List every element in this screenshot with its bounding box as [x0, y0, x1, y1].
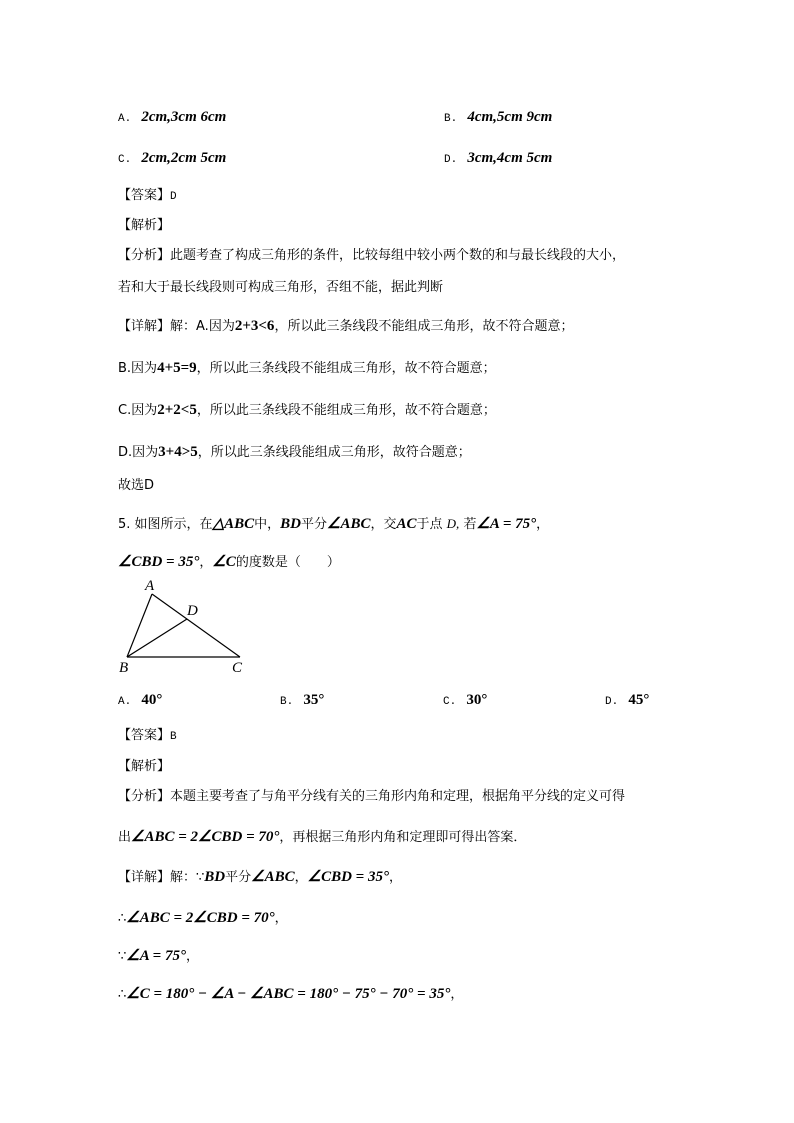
math: ∠C = 180° − ∠A − ∠ABC = 180° − 75° − 70° = 35° [126, 986, 451, 1002]
option-value: 2cm,3cm 6cm [141, 109, 227, 125]
detail-expr: 3+4>5 [158, 444, 198, 460]
q4-fenxi-line2: 若和大于最长线段则可构成三角形，否组不能，据此判断 [118, 280, 444, 295]
math: BD [204, 869, 226, 885]
math: D, [446, 516, 460, 531]
math: ∠C [212, 554, 236, 570]
detail-text: 解：∵ [170, 870, 205, 885]
option-value: 2cm,2cm 5cm [141, 150, 227, 166]
q5-question-line1 [118, 514, 549, 535]
option-label: B. [444, 113, 458, 125]
question-text: ， [199, 555, 213, 570]
q4-detail-a [118, 316, 573, 337]
fenxi-tag: 【分析】 [118, 248, 171, 263]
q5-option-c [443, 690, 487, 712]
answer-tag: 【答案】 [118, 728, 171, 743]
vertex-label-b: B [119, 660, 129, 674]
triangle-figure [115, 578, 255, 674]
q5-fenxi-line2 [118, 827, 526, 848]
detail-suffix: ，所以此三条线段不能组成三角形，故不符合题意； [196, 361, 496, 376]
question-text: 的度数是（ ） [235, 555, 340, 570]
q5-option-d [605, 690, 649, 712]
therefore-symbol: ∴ [118, 911, 127, 926]
answer-value: B [170, 731, 177, 743]
fenxi-text: 本题主要考查了与角平分线有关的三角形内角和定理，根据角平分线的定义可得 [170, 789, 626, 804]
therefore-symbol: ∴ [118, 987, 127, 1002]
option-value: 35° [303, 692, 325, 708]
math: ∠ABC [327, 516, 371, 532]
math: BD [280, 516, 301, 532]
q5-detail-line3 [118, 946, 199, 967]
detail-prefix: D.因为 [118, 445, 159, 460]
question-number: 5. [118, 517, 131, 532]
math: ∠ABC [251, 869, 295, 885]
math: ∠A = 75° [476, 516, 537, 532]
question-text: 若 [463, 517, 477, 532]
detail-text: ， [185, 949, 199, 964]
q4-detail-c [118, 400, 496, 421]
math: ∠CBD = 35° [307, 869, 389, 885]
q5-detail-line1 [118, 867, 402, 888]
fenxi-tag: 【分析】 [118, 789, 171, 804]
detail-text: ， [388, 870, 402, 885]
because-symbol: ∵ [118, 949, 127, 964]
option-label: B. [280, 696, 294, 708]
answer-value: D [170, 191, 177, 203]
math: ∠ABC = 2∠CBD = 70° [131, 829, 280, 845]
vertex-label-a: A [145, 578, 155, 594]
fenxi-text: ，再根据三角形内角和定理即可得出答案． [279, 830, 527, 845]
detail-text: ， [274, 911, 288, 926]
detail-tag: 【详解】 [118, 319, 171, 334]
detail-text: ， [294, 870, 308, 885]
option-label: C. [118, 154, 132, 166]
option-label: D. [605, 696, 619, 708]
option-value: 30° [466, 692, 488, 708]
detail-expr: 4+5=9 [157, 360, 197, 376]
option-value: 40° [141, 692, 163, 708]
detail-suffix: ，所以此三条线段不能组成三角形，故不符合题意； [274, 319, 574, 334]
math: ∠ABC = 2∠CBD = 70° [126, 910, 275, 926]
q4-option-d [444, 148, 552, 170]
q4-fenxi-line1 [118, 246, 625, 266]
question-text: ，交 [370, 517, 397, 532]
math: ∠A = 75° [126, 948, 186, 964]
detail-suffix: ，所以此三条线段能组成三角形，故符合题意； [197, 445, 471, 460]
detail-prefix: 解：A.因为 [170, 319, 235, 334]
q5-detail-line2 [118, 908, 288, 929]
detail-tag: 【详解】 [118, 870, 171, 885]
q4-jiexi: 【解析】 [118, 218, 171, 233]
vertex-label-d: D [187, 603, 198, 619]
q4-answer [118, 186, 177, 207]
q5-detail-line4 [118, 984, 463, 1005]
question-text: ， [536, 517, 550, 532]
question-text: 如图所示，在 [134, 517, 213, 532]
detail-expr: 2+3<6 [234, 318, 275, 334]
q5-option-b [280, 690, 324, 712]
detail-prefix: B.因为 [118, 361, 158, 376]
vertex-label-c: C [232, 660, 243, 674]
option-label: D. [444, 154, 458, 166]
detail-text: 平分 [225, 870, 252, 885]
detail-expr: 2+2<5 [157, 402, 197, 418]
option-value: 45° [628, 692, 650, 708]
option-label: A. [118, 696, 132, 708]
option-label: A. [118, 113, 132, 125]
math: △ABC [212, 516, 255, 532]
math: AC [396, 516, 417, 532]
detail-suffix: ，所以此三条线段不能组成三角形，故不符合题意； [196, 403, 496, 418]
fenxi-text: 出 [118, 830, 132, 845]
q4-option-c [118, 148, 226, 170]
q4-option-a [118, 107, 226, 129]
fenxi-text: 此题考查了构成三角形的条件，比较每组中较小两个数的和与最长线段的大小， [170, 248, 626, 263]
q5-option-a [118, 690, 162, 712]
q4-conclusion: 故选D [118, 478, 155, 493]
answer-tag: 【答案】 [118, 188, 171, 203]
question-text: 中， [254, 517, 281, 532]
detail-text: ， [450, 987, 464, 1002]
q4-detail-d [118, 442, 471, 463]
option-value: 4cm,5cm 9cm [467, 109, 553, 125]
q4-option-b [444, 107, 552, 129]
option-value: 3cm,4cm 5cm [467, 150, 553, 166]
q5-jiexi: 【解析】 [118, 759, 171, 774]
q5-question-line2 [118, 552, 340, 573]
q5-fenxi-line1 [118, 787, 625, 807]
q5-answer [118, 726, 177, 747]
question-text: 平分 [300, 517, 327, 532]
question-text: 于点 [416, 517, 443, 532]
option-label: C. [443, 696, 457, 708]
detail-prefix: C.因为 [118, 403, 158, 418]
math: ∠CBD = 35° [118, 554, 200, 570]
q4-detail-b [118, 358, 496, 379]
